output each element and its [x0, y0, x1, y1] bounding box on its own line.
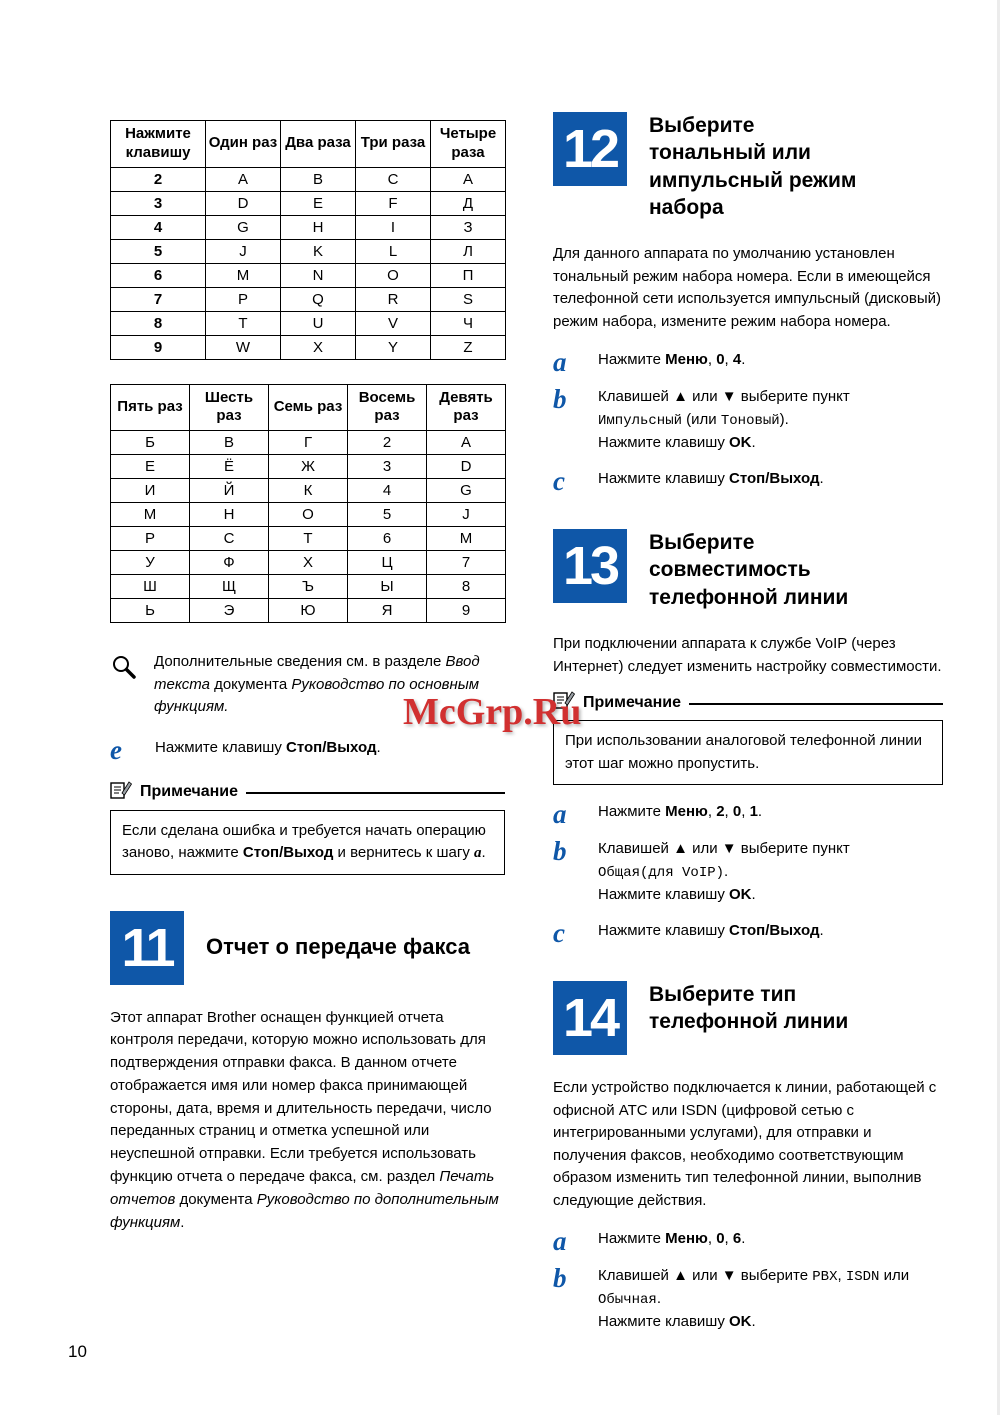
- table-cell: 2: [111, 167, 206, 191]
- table-cell: Щ: [190, 575, 269, 599]
- watermark: McGrp.Ru: [403, 691, 582, 733]
- substep-e: [110, 734, 505, 765]
- step-12-badge: 12: [553, 112, 627, 186]
- table-row: [111, 575, 506, 599]
- substep-14b: [553, 1265, 943, 1334]
- table-header-cell: Один раз: [206, 121, 281, 168]
- step-12-intro: Для данного аппарата по умолчанию установлен тональный режим набора номера. Если в имеющейся телефонной сети используется импульсный (дисковый) режим набора, измените режим набора номера.: [553, 245, 941, 330]
- table-cell: Ы: [348, 575, 427, 599]
- table-cell: Ж: [269, 455, 348, 479]
- step-13-header: [553, 529, 943, 611]
- table-cell: Е: [111, 455, 190, 479]
- text-segment: OK: [729, 433, 752, 451]
- note-rule: [689, 703, 943, 705]
- text-segment: ,: [724, 1230, 733, 1248]
- substep-13b-line1: [598, 838, 943, 861]
- table-cell: R: [356, 287, 431, 311]
- table-cell: 4: [111, 215, 206, 239]
- text-segment: Меню: [665, 1230, 708, 1248]
- table-cell: 8: [111, 311, 206, 335]
- table-cell: З: [431, 215, 506, 239]
- table-cell: H: [281, 215, 356, 239]
- text-segment: ,: [837, 1267, 846, 1285]
- table-row: [111, 287, 506, 311]
- text-segment: или: [879, 1267, 910, 1285]
- text-segment: Общая(для VoIP): [598, 864, 725, 881]
- text-segment: Нажмите клавишу: [598, 433, 729, 451]
- magnifier-icon: [110, 651, 140, 719]
- note-header: [553, 690, 943, 715]
- table-header-cell: Восемь раз: [348, 384, 427, 431]
- note-box: [110, 810, 505, 875]
- note-text: [122, 820, 493, 865]
- table-cell: 3: [348, 455, 427, 479]
- text-segment: Стоп/Выход: [286, 738, 377, 756]
- substep-letter-e: e: [110, 734, 122, 765]
- text-segment: ,: [724, 351, 733, 369]
- text-segment: Обычная: [598, 1292, 657, 1309]
- text-segment: Нажмите клавишу: [598, 922, 729, 940]
- substep-letter-c: c: [553, 466, 565, 497]
- table-cell: Л: [431, 239, 506, 263]
- step-14-title: Выберите тип телефонной линии: [649, 983, 849, 1034]
- text-segment: 4: [732, 351, 742, 369]
- table-cell: И: [111, 479, 190, 503]
- table-cell: O: [356, 263, 431, 287]
- table-cell: 3: [111, 191, 206, 215]
- text-segment: Нажмите: [598, 1230, 666, 1248]
- substep-13b-line2: [598, 861, 943, 884]
- note-rule: [246, 792, 505, 794]
- note-title: Примечание: [140, 783, 239, 800]
- table-row: [111, 335, 506, 359]
- text-segment: Руководство по основным функциям.: [154, 675, 480, 715]
- text-segment: ).: [779, 410, 789, 428]
- text-segment: a: [474, 845, 482, 861]
- substep-12b: [553, 386, 943, 454]
- table-row: [111, 551, 506, 575]
- text-segment: ,: [707, 1230, 717, 1248]
- text-segment: Нажмите клавишу: [598, 885, 729, 903]
- table-cell: Y: [356, 335, 431, 359]
- table-cell: С: [190, 527, 269, 551]
- table-cell: Д: [431, 191, 506, 215]
- text-segment: ,: [707, 803, 717, 821]
- text-segment: ISDN: [845, 1269, 880, 1286]
- table-cell: М: [427, 527, 506, 551]
- table-cell: 9: [111, 335, 206, 359]
- table-cell: Ш: [111, 575, 190, 599]
- note-header: [110, 780, 505, 805]
- table-cell: Т: [269, 527, 348, 551]
- text-segment: Стоп/Выход: [729, 922, 820, 940]
- table-cell: A: [427, 431, 506, 455]
- table-cell: Р: [111, 527, 190, 551]
- table-cell: Ь: [111, 599, 190, 623]
- step-13-intro: При подключении аппарата к службе VoIP (через Интернет) следует изменить настройку совместимости.: [553, 635, 942, 675]
- table-cell: Ч: [431, 311, 506, 335]
- table-cell: 5: [348, 503, 427, 527]
- substep-14b-line1: [598, 1265, 943, 1288]
- step-13-title: Выберите совместимость телефонной линии: [649, 531, 849, 609]
- table-row: [111, 263, 506, 287]
- text-segment: 0: [716, 1230, 725, 1248]
- table-cell: M: [206, 263, 281, 287]
- table-cell: S: [431, 287, 506, 311]
- table-cell: Z: [431, 335, 506, 359]
- text-segment: Ввод текста: [154, 653, 480, 693]
- table-cell: V: [356, 311, 431, 335]
- text-segment: Клавишей ▲ или ▼ выберите пункт: [598, 388, 850, 406]
- text-segment: OK: [729, 1313, 752, 1331]
- table-header-cell: Шесть раз: [190, 384, 269, 431]
- text-segment: .: [751, 1313, 756, 1331]
- note-text: При использовании аналоговой телефонной линии этот шаг можно пропустить.: [565, 732, 923, 772]
- text-segment: Печать отчетов: [110, 1168, 495, 1208]
- table-cell: Г: [269, 431, 348, 455]
- table-cell: U: [281, 311, 356, 335]
- char-entry-table-1: [110, 120, 506, 360]
- text-segment: .: [724, 862, 729, 880]
- text-segment: Стоп/Выход: [729, 470, 820, 488]
- substep-12b-line2: [598, 409, 943, 432]
- text-segment: ,: [707, 351, 717, 369]
- substep-13c: [553, 920, 943, 947]
- table-cell: G: [206, 215, 281, 239]
- text-segment: Клавишей ▲ или ▼ выберите пункт: [598, 840, 850, 858]
- text-segment: .: [656, 1290, 661, 1308]
- text-segment: .: [741, 351, 746, 369]
- substep-e-text: [155, 737, 505, 760]
- text-segment: Импульсный: [598, 412, 683, 429]
- table-cell: N: [281, 263, 356, 287]
- text-segment: Меню: [665, 351, 708, 369]
- note-left: [110, 780, 505, 875]
- table-row: [111, 455, 506, 479]
- step-11-body: [110, 1007, 505, 1235]
- table-cell: L: [356, 239, 431, 263]
- step-11-title: Отчет о передаче факса: [206, 934, 470, 960]
- page-number: 10: [68, 1342, 87, 1361]
- text-segment: .: [819, 470, 824, 488]
- substep-letter-a: a: [553, 347, 567, 378]
- table-row: [111, 503, 506, 527]
- table-cell: P: [206, 287, 281, 311]
- text-segment: .: [376, 738, 381, 756]
- table-header-cell: Два раза: [281, 121, 356, 168]
- table-cell: Ю: [269, 599, 348, 623]
- text-segment: Клавишей ▲ или ▼ выберите: [598, 1267, 813, 1285]
- step-14-intro: Если устройство подключается к линии, работающей с офисной АТС или ISDN (цифровой сетью с интегрированными услугами), для отправки и получения факсов, необходимо соответствующим образом изменить тип телефонной линии, выполнив следующие действия.: [553, 1079, 937, 1209]
- substep-letter-b: b: [553, 1263, 567, 1294]
- table-header-cell: Пять раз: [111, 384, 190, 431]
- table-cell: Б: [111, 431, 190, 455]
- text-segment: Если сделана ошибка и требуется начать операцию заново, нажмите: [122, 821, 486, 861]
- text-segment: 0: [732, 803, 742, 821]
- table-cell: О: [269, 503, 348, 527]
- table-cell: I: [356, 215, 431, 239]
- text-segment: 0: [716, 351, 725, 369]
- table-cell: T: [206, 311, 281, 335]
- step-13-badge: 13: [553, 529, 627, 603]
- substep-12c: [553, 468, 943, 495]
- table-cell: К: [269, 479, 348, 503]
- table-cell: В: [190, 431, 269, 455]
- table-cell: D: [206, 191, 281, 215]
- text-segment: .: [741, 1230, 746, 1248]
- text-segment: Этот аппарат Brother оснащен функцией отчета контроля передачи, которую можно использовать для подтверждения отправки факса. В данном отчете отображается имя или номер факса принимающей стороны, дата, время и длительность передачи, число переданных страниц и отметка успешной или неуспешной отправки. Если требуется использовать функцию отчета о передаче факса, см. раздел: [110, 1008, 492, 1186]
- text-segment: (или: [682, 410, 721, 428]
- text-segment: и вернитесь к шагу: [333, 844, 474, 861]
- text-segment: Стоп/Выход: [242, 844, 334, 861]
- table-cell: K: [281, 239, 356, 263]
- step-12-header: [553, 112, 943, 221]
- note-title: Примечание: [583, 693, 682, 711]
- text-segment: ,: [741, 803, 750, 821]
- text-segment: документа: [175, 1190, 257, 1208]
- substep-13a: [553, 801, 943, 828]
- substep-12a: [553, 349, 943, 376]
- table-row: [111, 167, 506, 191]
- substep-14a: [553, 1228, 943, 1255]
- table-header-cell: Четыре раза: [431, 121, 506, 168]
- table-cell: Ъ: [269, 575, 348, 599]
- substep-12c-text: [598, 468, 943, 491]
- table-cell: 5: [111, 239, 206, 263]
- text-segment: OK: [729, 885, 752, 903]
- text-segment: .: [819, 922, 824, 940]
- substep-14b-line3: [598, 1311, 943, 1334]
- table-header-cell: Три раза: [356, 121, 431, 168]
- step-14-badge: 14: [553, 981, 627, 1055]
- substep-12a-text: [598, 349, 943, 372]
- table-cell: Х: [269, 551, 348, 575]
- substep-13b: [553, 838, 943, 906]
- table-cell: У: [111, 551, 190, 575]
- text-segment: Дополнительные сведения см. в разделе: [154, 653, 446, 670]
- table-cell: J: [206, 239, 281, 263]
- table-row: [111, 599, 506, 623]
- table-cell: W: [206, 335, 281, 359]
- text-segment: Нажмите клавишу: [598, 1313, 729, 1331]
- table-cell: F: [356, 191, 431, 215]
- substep-letter-a: a: [553, 799, 567, 830]
- substep-13c-text: [598, 920, 943, 943]
- text-segment: PBX: [812, 1269, 838, 1286]
- text-segment: Нажмите: [598, 803, 666, 821]
- note-box: [553, 720, 943, 785]
- substep-13a-text: [598, 801, 943, 824]
- table-cell: Ц: [348, 551, 427, 575]
- table-row: [111, 527, 506, 551]
- text-segment: 1: [749, 803, 758, 821]
- table-cell: B: [281, 167, 356, 191]
- text-segment: ,: [724, 803, 733, 821]
- table-header-row: [111, 121, 506, 168]
- text-segment: Нажмите клавишу: [155, 738, 286, 756]
- table-row: [111, 479, 506, 503]
- table-header-row: [111, 384, 506, 431]
- step-14-header: [553, 981, 943, 1055]
- table-row: [111, 311, 506, 335]
- text-segment: 6: [732, 1230, 742, 1248]
- table-cell: Q: [281, 287, 356, 311]
- substep-letter-a: a: [553, 1226, 567, 1257]
- table-cell: Ё: [190, 455, 269, 479]
- text-segment: 2: [716, 803, 725, 821]
- table-cell: Н: [190, 503, 269, 527]
- table-cell: 4: [348, 479, 427, 503]
- text-segment: .: [757, 803, 763, 821]
- table-cell: Ф: [190, 551, 269, 575]
- substep-letter-b: b: [553, 384, 567, 415]
- char-entry-table-2: [110, 384, 506, 624]
- table-cell: 8: [427, 575, 506, 599]
- substep-14b-line2: [598, 1288, 943, 1311]
- step-12-title: Выберите тональный или импульсный режим набора: [649, 114, 857, 219]
- substep-12b-line3: [598, 432, 943, 455]
- step-11-header: [110, 911, 505, 985]
- text-segment: .: [751, 885, 756, 903]
- table-cell: Я: [348, 599, 427, 623]
- table-cell: E: [281, 191, 356, 215]
- text-segment: .: [751, 433, 756, 451]
- text-segment: .: [180, 1213, 185, 1231]
- right-column: [553, 112, 943, 1334]
- table-cell: 6: [348, 527, 427, 551]
- text-segment: .: [481, 844, 486, 861]
- table-cell: М: [111, 503, 190, 527]
- text-segment: Нажмите клавишу: [598, 470, 729, 488]
- table-cell: Й: [190, 479, 269, 503]
- table-row: [111, 191, 506, 215]
- table-header-cell: Семь раз: [269, 384, 348, 431]
- table-cell: A: [206, 167, 281, 191]
- table-cell: 7: [111, 287, 206, 311]
- left-column: [110, 120, 505, 1234]
- table-cell: 2: [348, 431, 427, 455]
- table-cell: X: [281, 335, 356, 359]
- table-cell: C: [356, 167, 431, 191]
- substep-letter-c: c: [553, 918, 565, 949]
- text-segment: Меню: [665, 803, 708, 821]
- note-icon: [110, 780, 132, 805]
- text-segment: Руководство по дополнительным функциям: [110, 1190, 499, 1231]
- table-cell: А: [431, 167, 506, 191]
- substep-13b-line3: [598, 884, 943, 907]
- table-row: [111, 239, 506, 263]
- table-cell: 7: [427, 551, 506, 575]
- substep-12b-line1: [598, 386, 943, 409]
- table-cell: 9: [427, 599, 506, 623]
- table-cell: D: [427, 455, 506, 479]
- table-header-cell: Девять раз: [427, 384, 506, 431]
- table-row: [111, 215, 506, 239]
- substep-letter-b: b: [553, 836, 567, 867]
- text-segment: документа: [209, 675, 292, 693]
- table-cell: G: [427, 479, 506, 503]
- text-segment: Тоновый: [720, 412, 780, 429]
- table-cell: П: [431, 263, 506, 287]
- substep-14a-text: [598, 1228, 943, 1251]
- table-cell: J: [427, 503, 506, 527]
- table-cell: Э: [190, 599, 269, 623]
- table-row: [111, 431, 506, 455]
- note-right: [553, 690, 943, 785]
- step-11-badge: 11: [110, 911, 184, 985]
- table-cell: 6: [111, 263, 206, 287]
- text-segment: Нажмите: [598, 351, 666, 369]
- table-header-cell: Нажмите клавишу: [111, 121, 206, 168]
